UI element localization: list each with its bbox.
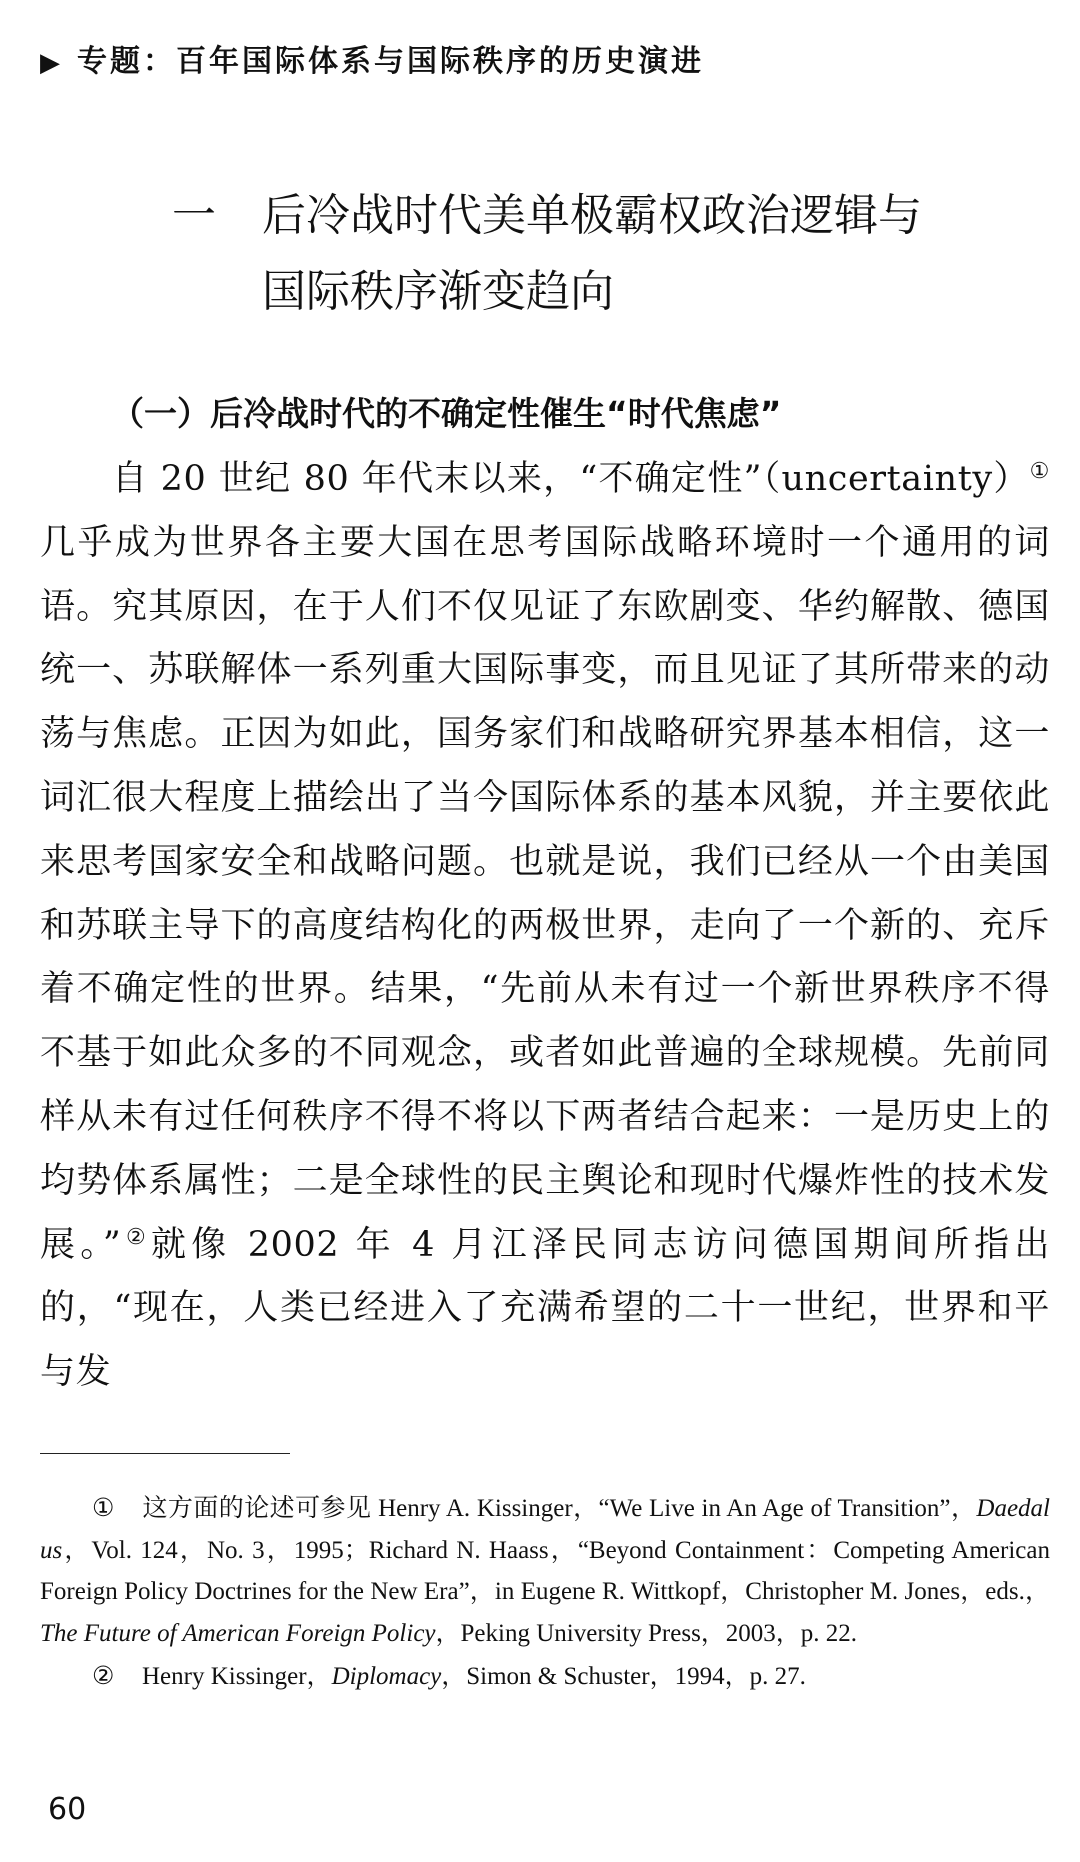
section-number: 一 [172, 190, 216, 241]
body-text-2: 几乎成为世界各主要大国在思考国际战略环境时一个通用的词语。究其原因，在于人们不仅见证了东欧剧变、华约解散、德国统一、苏联解体一系列重大国际事变，而且见证了其所带来的动荡与焦虑。正因为如此，国务家们和战略研究界基本相信，这一词汇很大程度上描绘出了当今国际体系的基本风貌，并主要依此来思考国家安全和战略问题。也就是说，我们已经从一个由美国和苏联主导下的高度结构化的两极世界，走向了一个新的、充斥着不确定性的世界。结果，“先前从未有过一个新世界秩序不得不基于如此众多的不同观念，或者如此普遍的全球规模。先前同样从未有过任何秩序不得不将以下两者结合起来：一是历史上的均势体系属性；二是全球性的民主舆论和现时代爆炸性的技术发展。” [40, 522, 1050, 1265]
body-paragraph [40, 448, 1050, 1405]
footnote-1-text-c: ，Peking University Press，2003，p. 22. [435, 1619, 858, 1647]
footnote-ref-2[interactable]: ② [121, 1224, 151, 1250]
footnote-2-text-b: ，Simon & Schuster，1994，p. 27. [441, 1663, 806, 1690]
footnote-2-book: Diplomacy [331, 1663, 442, 1690]
footnote-2-text-a: Henry Kissinger， [142, 1663, 332, 1690]
page-number: 60 [48, 1792, 87, 1827]
section-title-line1 [172, 178, 922, 254]
section-title [172, 178, 922, 330]
section-title-text-1: 后冷战时代美单极霸权政治逻辑与 [262, 190, 922, 241]
footnote-1-text-b: ，Vol. 124，No. 3，1995；Richard N. Haass，“Beyond Containment：Competing American Foreign Policy Doctrines for the New Era”，in Eugene R. Wittkopf，Christopher M. Jones，eds.， [40, 1536, 1050, 1605]
footnote-2 [40, 1656, 1050, 1698]
footnote-mark-1: ① [92, 1495, 115, 1522]
footnote-ref-1[interactable]: ① [1029, 459, 1050, 484]
running-header-text: 专题：百年国际体系与国际秩序的历史演进 [77, 44, 704, 79]
footnote-1-book: The Future of American Foreign Policy [40, 1619, 436, 1647]
footnote-1 [40, 1488, 1050, 1654]
subsection-heading: （一）后冷战时代的不确定性催生“时代焦虑” [111, 394, 782, 433]
footnote-mark-2: ② [92, 1663, 115, 1690]
section-title-line2: 国际秩序渐变趋向 [262, 266, 614, 317]
body-text-3: 就像 2002 年 4 月江泽民同志访问德国期间所指出的，“现在，人类已经进入了充满希望的二十一世纪，世界和平与发 [40, 1224, 1050, 1393]
body-text-1: 自 20 世纪 80 年代末以来，“不确定性”（uncertainty） [112, 459, 1030, 499]
footnote-divider [40, 1453, 290, 1454]
running-header [40, 36, 1040, 80]
footnotes [40, 1488, 1050, 1700]
triangle-marker-icon: ▶ [40, 48, 63, 78]
footnote-1-text-a: 这方面的论述可参见 Henry A. Kissinger，“We Live in An Age of Transition”， [142, 1495, 977, 1522]
footnote-1-journal: Daedal us [40, 1495, 1050, 1564]
